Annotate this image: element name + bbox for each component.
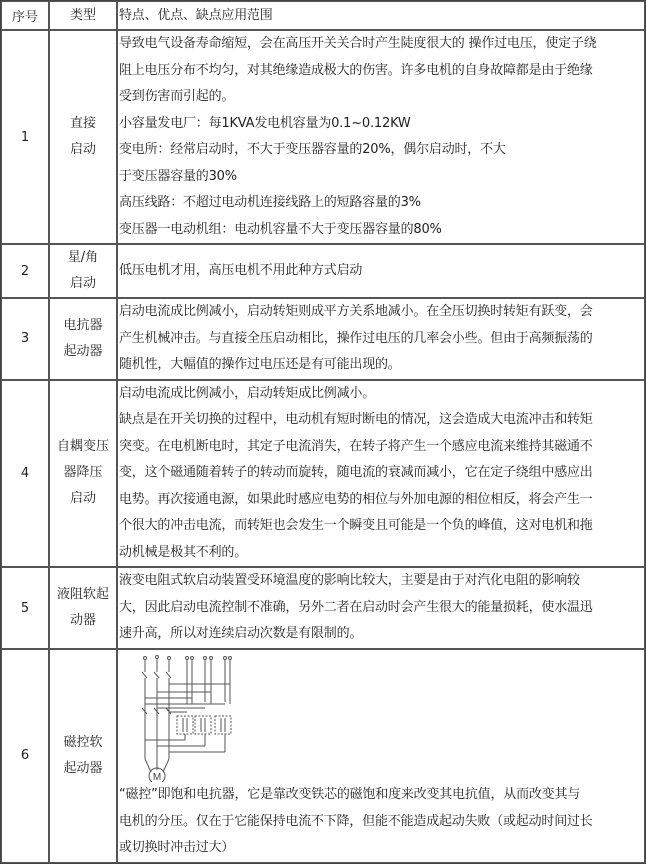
desc-line: 高压线路：不超过电动机连接线路上的短路容量的3% <box>119 195 421 210</box>
magnetic-soft-starter-circuit-diagram <box>125 654 245 782</box>
type-line: 自耦变压 <box>56 439 109 455</box>
desc-line: 缺点是在开关切换的过程中，电动机有短时断电的情况，这会造成大电流冲击和转矩 <box>119 412 593 427</box>
desc-line: 启动电流成比例减小，启动转矩则成平方关系地减小。在全压切换时转矩有跃变，会 <box>119 304 593 319</box>
desc-line: 阻上电压分布不均匀，对其绝缘造成极大的伤害。许多电机的自身故障都是由于绝缘 <box>119 62 593 78</box>
row-type <box>49 298 117 380</box>
header-desc: 特点、优点、缺点应用范围 <box>117 1 645 30</box>
type-line: 磁控软 <box>63 734 103 750</box>
desc-line: 动机械是极其不利的。 <box>119 544 248 560</box>
desc-line: 低压电机才用，高压电机不用此种方式启动 <box>119 262 363 278</box>
row-type <box>49 649 117 863</box>
table-header-row <box>1 1 645 30</box>
type-line: 电抗器 <box>63 317 103 333</box>
row-desc <box>117 567 645 649</box>
type-line: 启动 <box>69 142 96 157</box>
desc-line: 产生机械冲击。与直接全压启动相比，操作过电压的几率会小些。但由于高频振荡的 <box>119 330 593 346</box>
type-line: 启动 <box>69 276 96 291</box>
type-line: 动器 <box>69 613 96 628</box>
row-type <box>49 30 117 244</box>
row-desc <box>117 298 645 380</box>
type-line: 器降压 <box>63 465 103 481</box>
header-type: 类型 <box>49 1 117 30</box>
desc-line: 受到伤害而引起的。 <box>119 89 235 104</box>
desc-line: 变压器一电动机组：电动机容量不大于变压器容量的80% <box>119 221 442 237</box>
desc-line: 个很大的冲击电流，而转矩也会发生一个瞬变且可能是一个负的峰值，这对电机和拖 <box>119 518 593 533</box>
table-row <box>1 380 645 568</box>
desc-line: 变，这个磁通随着转子的转动而旋转，随电流的衰减而减小，它在定子绕组中感应出 <box>119 465 593 480</box>
type-line: 起动器 <box>63 343 103 359</box>
type-line: 直接 <box>69 116 96 131</box>
table-row <box>1 567 645 649</box>
table-row <box>1 649 645 863</box>
terminals <box>144 656 232 660</box>
header-no: 序号 <box>1 1 49 30</box>
desc-line: 大，因此启动电流控制不准确，另外二者在启动时会产生很大的能量损耗，使水温迅 <box>119 599 593 615</box>
motor-label: M <box>152 772 162 782</box>
row-no: 3 <box>1 298 49 380</box>
desc-line: 突变。在电机断电时，其定子电流消失，在转子将产生一个感应电流来维持其磁通不 <box>119 438 593 454</box>
desc-line: 电势。再次接通电源，如果此时感应电势的相位与外加电源的相位相反，将会产生一 <box>119 491 593 507</box>
desc-line: 于变压器容量的30% <box>119 168 237 184</box>
desc-line: 随机性，大幅值的操作过电压还是有可能出现的。 <box>119 357 401 372</box>
row-desc <box>117 30 645 244</box>
desc-line: 速升高，所以对连续启动次数是有限制的。 <box>119 626 363 642</box>
desc-line: 变电所：经常启动时，不大于变压器容量的20%，偶尔启动时，不大 <box>119 142 506 157</box>
row-desc <box>117 244 645 298</box>
desc-line: 液变电阻式软启动装置受环境温度的影响比较大，主要是由于对汽化电阻的影响较 <box>119 573 580 589</box>
row-no: 4 <box>1 380 49 568</box>
table-row <box>1 244 645 298</box>
row-desc <box>117 380 645 568</box>
type-line: 起动器 <box>63 760 103 776</box>
desc-line: 启动电流成比例减小，启动转矩成比例减小。 <box>119 385 376 401</box>
type-line: 液阻软起 <box>56 587 109 602</box>
desc-line: 小容量发电厂：每1KVA发电机容量为0.1~0.12KW <box>119 115 411 131</box>
row-no: 1 <box>1 30 49 244</box>
desc-line: 导致电气设备寿命缩短，会在高压开关关合时产生陡度很大的 操作过电压，使定子绕 <box>119 36 597 51</box>
row-type <box>49 380 117 568</box>
table-row <box>1 30 645 244</box>
row-no: 2 <box>1 244 49 298</box>
type-line: 星/角 <box>67 250 99 265</box>
type-line: 启动 <box>69 491 96 507</box>
row-desc <box>117 649 645 863</box>
row-type <box>49 244 117 298</box>
desc-line: “磁控”即饱和电抗器，它是靠改变铁芯的磁饱和度来改变其电抗值，从而改变其与 <box>119 787 581 802</box>
desc-line: 电机的分压。仅在于它能保持电流不下降，但能不能造成起动失败（或起动时间过长 <box>119 813 593 829</box>
row-type <box>49 567 117 649</box>
desc-line: 或切换时冲击过大） <box>119 840 235 855</box>
row-no: 5 <box>1 567 49 649</box>
row-no: 6 <box>1 649 49 863</box>
table-row <box>1 298 645 380</box>
